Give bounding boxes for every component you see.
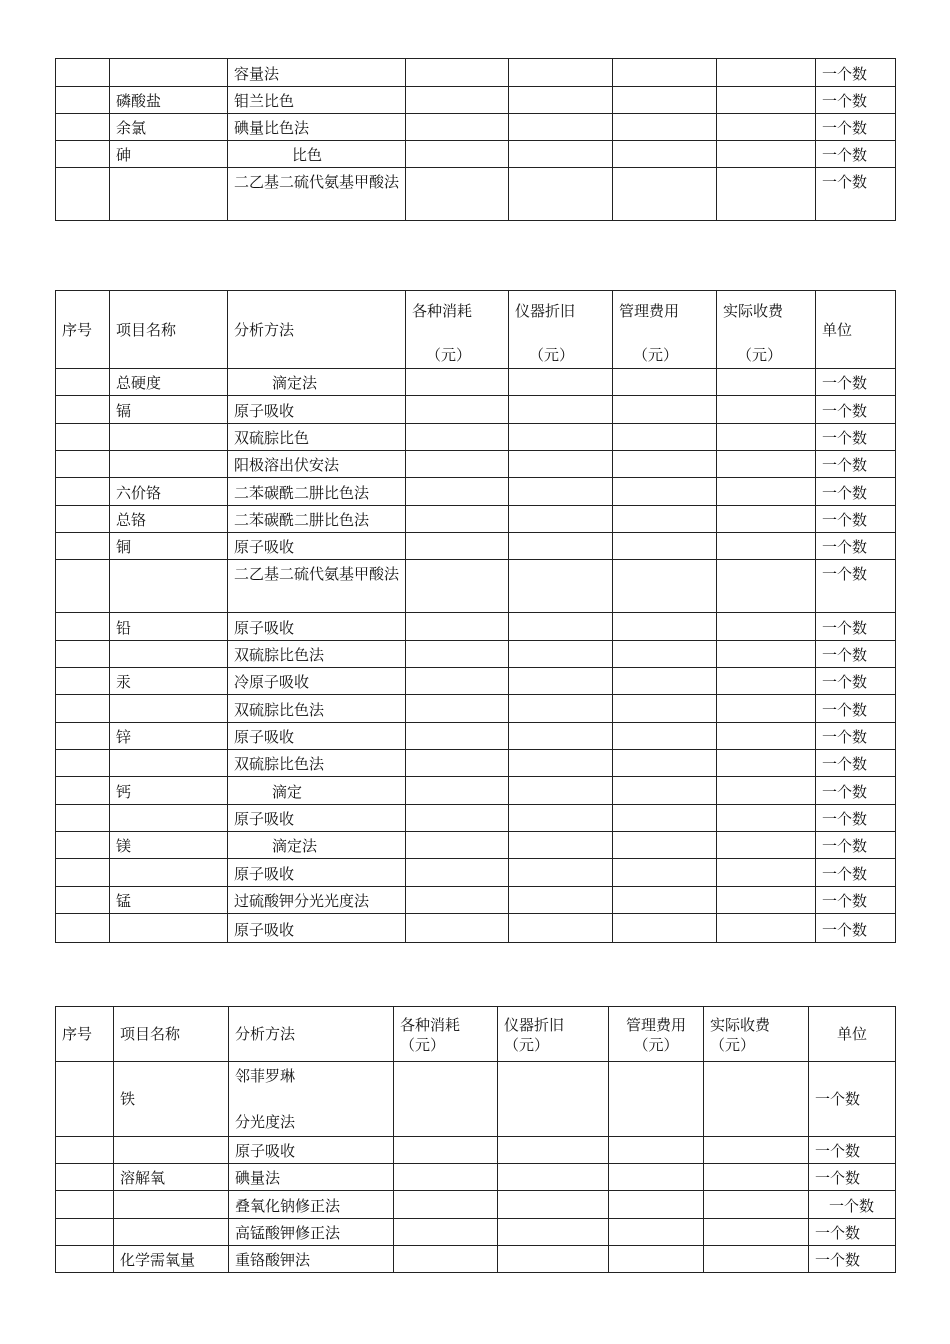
- analysis-method: 双硫腙比色法: [228, 641, 406, 668]
- item-name: [110, 805, 228, 832]
- header-seq: 序号: [56, 1007, 114, 1062]
- analysis-method: 冷原子吸收: [228, 668, 406, 695]
- item-name: [110, 560, 228, 613]
- table-row: [56, 168, 896, 221]
- unit-cell: 一个数: [816, 805, 896, 832]
- unit-cell: 一个数: [816, 887, 896, 914]
- table-row: [56, 533, 896, 560]
- table-row: [56, 750, 896, 777]
- item-name: [110, 59, 228, 87]
- analysis-method: 滴定法: [228, 369, 406, 396]
- fee-table-2: [55, 290, 896, 943]
- table-row: [56, 914, 896, 943]
- header-depreciation: 仪器折旧 （元）: [509, 291, 613, 369]
- item-name: 溶解氧: [114, 1164, 229, 1191]
- analysis-method: 高锰酸钾修正法: [229, 1219, 394, 1246]
- header-unit: 单位: [816, 291, 896, 369]
- table-row: [56, 695, 896, 723]
- item-name: 砷: [110, 141, 228, 168]
- unit-cell: 一个数: [816, 641, 896, 668]
- header-item-name: 项目名称: [114, 1007, 229, 1062]
- analysis-method: 重铬酸钾法: [229, 1246, 394, 1273]
- analysis-method: 双硫腙比色: [228, 424, 406, 451]
- unit-cell: 一个数: [816, 777, 896, 805]
- table-row: [56, 141, 896, 168]
- table-row: [56, 1164, 896, 1191]
- analysis-method: 邻菲罗琳 分光度法: [229, 1062, 394, 1137]
- unit-cell: 一个数: [816, 723, 896, 750]
- header-actual-fee: 实际收费 （元）: [717, 291, 816, 369]
- item-name: [110, 859, 228, 887]
- table-header-row: [56, 291, 896, 369]
- item-name: [114, 1191, 229, 1219]
- item-name: 总铬: [110, 506, 228, 533]
- table-continuation: [55, 58, 896, 221]
- analysis-method: 原子吸收: [228, 533, 406, 560]
- analysis-method: 原子吸收: [229, 1137, 394, 1164]
- item-name: [114, 1137, 229, 1164]
- unit-cell: 一个数: [809, 1246, 896, 1273]
- analysis-method: 原子吸收: [228, 613, 406, 641]
- item-name: 总硬度: [110, 369, 228, 396]
- item-name: 钙: [110, 777, 228, 805]
- table-row: [56, 641, 896, 668]
- unit-cell: 一个数: [809, 1164, 896, 1191]
- table-row: [56, 1191, 896, 1219]
- unit-cell: 一个数: [816, 832, 896, 859]
- item-name: [110, 168, 228, 221]
- table-row: [56, 478, 896, 506]
- unit-cell: 一个数: [816, 750, 896, 777]
- header-management: 管理费用 （元）: [609, 1007, 704, 1062]
- item-name: 磷酸盐: [110, 87, 228, 114]
- table-row: [56, 87, 896, 114]
- unit-cell: 一个数: [816, 396, 896, 424]
- fee-table-3: [55, 1006, 896, 1273]
- analysis-method: 二乙基二硫代氨基甲酸法: [228, 168, 406, 221]
- item-name: 锰: [110, 887, 228, 914]
- analysis-method: 双硫腙比色法: [228, 750, 406, 777]
- header-seq: 序号: [56, 291, 110, 369]
- unit-cell: 一个数: [816, 506, 896, 533]
- table-row: [56, 777, 896, 805]
- table-row: [56, 723, 896, 750]
- unit-cell: 一个数: [816, 59, 896, 87]
- item-name: [110, 914, 228, 943]
- header-actual-fee: 实际收费 （元）: [704, 1007, 809, 1062]
- header-item-name: 项目名称: [110, 291, 228, 369]
- table-row: [56, 668, 896, 695]
- unit-cell: 一个数: [816, 114, 896, 141]
- item-name: 汞: [110, 668, 228, 695]
- analysis-method: 容量法: [228, 59, 406, 87]
- unit-cell: 一个数: [809, 1062, 896, 1137]
- unit-cell: 一个数: [809, 1219, 896, 1246]
- header-unit: 单位: [809, 1007, 896, 1062]
- analysis-method: 叠氧化钠修正法: [229, 1191, 394, 1219]
- item-name: 余氯: [110, 114, 228, 141]
- analysis-method: 原子吸收: [228, 396, 406, 424]
- analysis-method: 二乙基二硫代氨基甲酸法: [228, 560, 406, 613]
- item-name: 化学需氧量: [114, 1246, 229, 1273]
- table-row: [56, 396, 896, 424]
- item-name: [110, 424, 228, 451]
- table-row: [56, 887, 896, 914]
- unit-cell: 一个数: [816, 451, 896, 478]
- table-row: [56, 59, 896, 87]
- analysis-method: 碘量比色法: [228, 114, 406, 141]
- item-name: 六价铬: [110, 478, 228, 506]
- table-header-row: [56, 1007, 896, 1062]
- analysis-method: 原子吸收: [228, 859, 406, 887]
- analysis-method: 滴定: [228, 777, 406, 805]
- table-row: [56, 859, 896, 887]
- item-name: 铜: [110, 533, 228, 560]
- analysis-method: 阳极溶出伏安法: [228, 451, 406, 478]
- analysis-method: 比色: [228, 141, 406, 168]
- item-name: 镁: [110, 832, 228, 859]
- analysis-method: 碘量法: [229, 1164, 394, 1191]
- table-row: [56, 369, 896, 396]
- table-row: [56, 506, 896, 533]
- analysis-method: 原子吸收: [228, 805, 406, 832]
- unit-cell: 一个数: [816, 141, 896, 168]
- unit-cell: 一个数: [816, 859, 896, 887]
- unit-cell: 一个数: [816, 168, 896, 221]
- unit-cell: 一个数: [809, 1137, 896, 1164]
- table-row: [56, 1219, 896, 1246]
- item-name: [110, 750, 228, 777]
- table-row: [56, 424, 896, 451]
- unit-cell: 一个数: [816, 369, 896, 396]
- unit-cell: 一个数: [816, 560, 896, 613]
- unit-cell: 一个数: [816, 695, 896, 723]
- header-consumption: 各种消耗 （元）: [406, 291, 509, 369]
- item-name: 铅: [110, 613, 228, 641]
- table-row: [56, 1062, 896, 1137]
- header-consumption: 各种消耗 （元）: [394, 1007, 498, 1062]
- item-name: 铁: [114, 1062, 229, 1137]
- header-depreciation: 仪器折旧 （元）: [498, 1007, 609, 1062]
- analysis-method: 二苯碳酰二肼比色法: [228, 478, 406, 506]
- item-name: [114, 1219, 229, 1246]
- unit-cell: 一个数: [816, 533, 896, 560]
- unit-cell: 一个数: [816, 87, 896, 114]
- table-row: [56, 613, 896, 641]
- item-name: 锌: [110, 723, 228, 750]
- unit-cell: 一个数: [816, 668, 896, 695]
- analysis-method: 滴定法: [228, 832, 406, 859]
- item-name: [110, 641, 228, 668]
- unit-cell: 一个数: [816, 424, 896, 451]
- analysis-method: 双硫腙比色法: [228, 695, 406, 723]
- header-method: 分析方法: [229, 1007, 394, 1062]
- item-name: [110, 695, 228, 723]
- analysis-method: 原子吸收: [228, 723, 406, 750]
- item-name: 镉: [110, 396, 228, 424]
- analysis-method: 二苯碳酰二肼比色法: [228, 506, 406, 533]
- unit-cell: 一个数: [816, 478, 896, 506]
- item-name: [110, 451, 228, 478]
- table-row: [56, 805, 896, 832]
- header-method: 分析方法: [228, 291, 406, 369]
- table-row: [56, 832, 896, 859]
- analysis-method: 原子吸收: [228, 914, 406, 943]
- unit-cell: 一个数: [816, 613, 896, 641]
- table-row: [56, 560, 896, 613]
- analysis-method: 过硫酸钾分光光度法: [228, 887, 406, 914]
- table-row: [56, 451, 896, 478]
- header-management: 管理费用 （元）: [613, 291, 717, 369]
- table-row: [56, 114, 896, 141]
- unit-cell: 一个数: [809, 1191, 896, 1219]
- analysis-method: 钼兰比色: [228, 87, 406, 114]
- table-row: [56, 1137, 896, 1164]
- unit-cell: 一个数: [816, 914, 896, 943]
- table-row: [56, 1246, 896, 1273]
